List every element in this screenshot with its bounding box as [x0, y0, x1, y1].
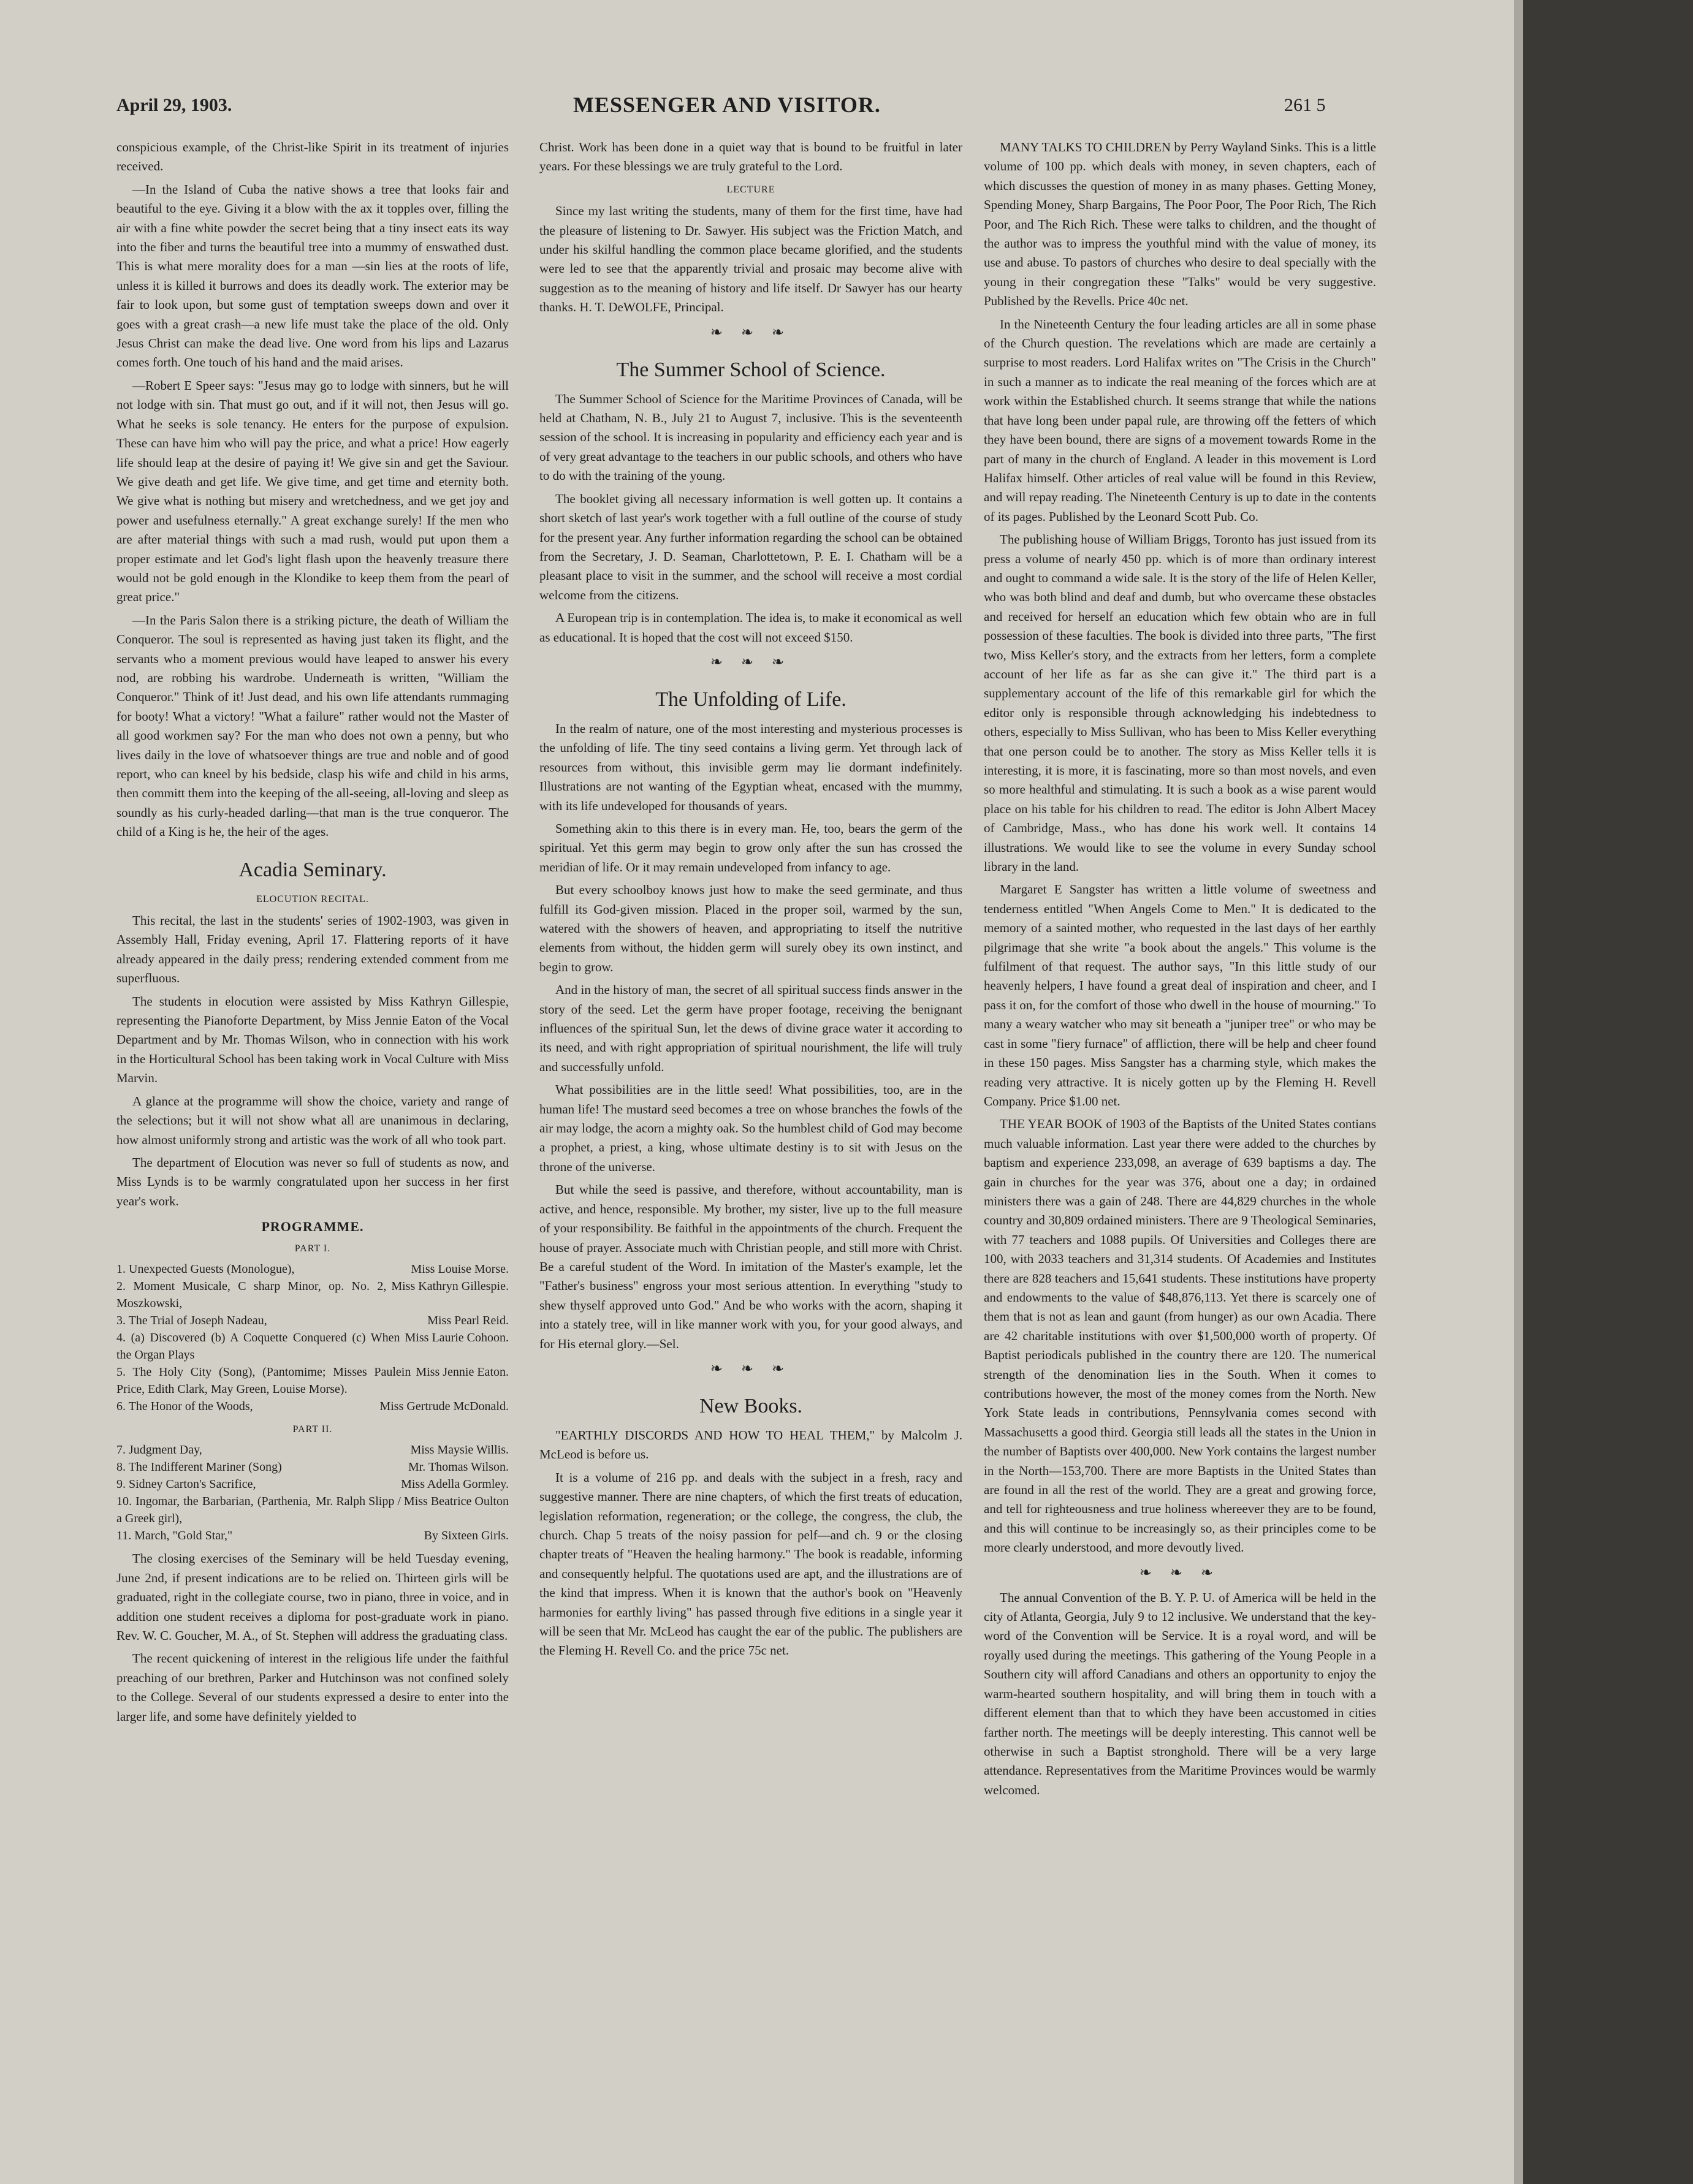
paragraph: —In the Paris Salon there is a striking picture, the death of William the Conqueror. The soul is represented as having just taken its flight, and the servants who a moment previous would have leaped to answer his every nod, are robbing his wardrobe. Underneath is written, "William the Conqueror." Think of it! Just dead, and his own life attendants rummaging for booty! What a victory! "What a failure" rather would not the Master of all good workmen say? For the man who does not own a penny, but who lives daily in the love of whatsoever things are true and noble and of good report, who can kneel by his bedside, clasp his wife and child in his arms, then committ them into the keeping of the all-seeing, all-loving and sleep as soundly as his curly-headed darling—that man is the true conqueror. The child of a King is he, the heir of the ages. [116, 612, 509, 840]
ornament-divider: ❧ ❧ ❧ [1139, 1564, 1221, 1581]
paragraph: What possibilities are in the little seed! What possibilities, too, are in the human life! The mustard seed becomes a tree on whose branches the fowls of the air may lodge, the acorn a mighty oak. So the humblest child of God may become a prophet, a priest, a king, whose ultimate destiny is to sit with Jesus on the throne of the universe. [539, 1082, 962, 1174]
paragraph: The Summer School of Science for the Maritime Provinces of Canada, will be held at Chatham, N. B., July 21 to August 7, inclusive. This is the seventeenth session of the school. It is increasing in popularity and efficiency each year and is of very great advantage to the teachers in our public schools, and others who have to do with the training of the young. [539, 391, 962, 483]
paragraph: —Robert E Speer says: "Jesus may go to lodge with sinners, but he will not lodge with sin. That must go out, and if it will not, then Jesus will go. What he seeks is sole tenancy. He enters for the purpose of expulsion. These can have him who will pay the price, and what a price! How eagerly life should leap at the desire of paying it! We give sin and get the Saviour. We give death and get life. We give time, and get time and eternity both. We give what is nothing but misery and wretchedness, and we get joy and power and usefulness eternally." A great exchange surely! If the men who are after material things with such a mad rush, would put upon them a proper estimate and let God's light flash upon the heavenly treasure there would not be gold enough in the Klondike to keep them from the pearl of great price." [116, 377, 509, 605]
paragraph: A European trip is in contemplation. The idea is, to make it economical as well as educational. It is hoped that the cost will not exceed $150. [539, 610, 962, 645]
programme-performer: Mr. Ralph Slipp / Miss Beatrice Oulton [316, 1495, 509, 1509]
programme-performer: Miss Gertrude McDonald. [379, 1399, 509, 1413]
programme-title: PROGRAMME. [261, 1219, 364, 1235]
programme-list [116, 1441, 509, 1544]
masthead-title: MESSENGER AND VISITOR. [573, 93, 881, 117]
paragraph: conspicious example, of the Christ-like Spirit in its treatment of injuries received. [116, 140, 509, 174]
programme-item [116, 1261, 509, 1278]
programme-performer: Miss Pearl Reid. [427, 1313, 509, 1327]
programme-performer: By Sixteen Girls. [424, 1529, 509, 1543]
column-1 [116, 138, 509, 1730]
programme-piece: 9. Sidney Carton's Sacrifice, [116, 1477, 256, 1492]
paragraph: The department of Elocution was never so full of students as now, and Miss Lynds is to be warmly congratulated upon her success in her first year's work. [116, 1155, 509, 1208]
programme-piece: 7. Judgment Day, [116, 1443, 202, 1457]
paragraph: The students in elocution were assisted by Miss Kathryn Gillespie, representing the Pianoforte Department, by Miss Jennie Eaton of the Vocal Department and by Mr. Thomas Wilson, who in connection with his work in the Horticultural School has been taking work in Vocal Culture with Miss Marvin. [116, 993, 509, 1086]
programme-item [116, 1363, 509, 1398]
paragraph: In the Nineteenth Century the four leading articles are all in some phase of the Church question. The revelations which are made are certainly a surprise to most readers. Lord Halifax writes on "The Crisis in the Church" in such a manner as to indicate the real meaning of the forces which are at work within the Established church. It seems strange that while the nations that have long been under papal rule, are throwing off the fetters of which they have been bound, there are signs of a movement towards Rome in the part of many in the church of England. A leader in this movement is Lord Halifax himself. Other articles of real value will be found in this Review, and will repay reading. The Nineteenth Century is up to date in the contents of its pages. Published by the Leonard Scott Pub. Co. [984, 316, 1376, 524]
programme-part-heading: PART I. [294, 1243, 331, 1254]
paragraph: But every schoolboy knows just how to make the seed germinate, and thus fulfill its God-given mission. Placed in the proper soil, warmed by the sun, watered with the showers of heaven, and appropriating to itself the nutritive elements from without, the hidden germ will surely obey its own instinct, and begin to grow. [539, 882, 962, 974]
programme-performer: Miss Jennie Eaton. [416, 1365, 509, 1379]
programme-item [116, 1329, 509, 1363]
programme-item [116, 1476, 509, 1493]
paragraph: And in the history of man, the secret of all spiritual success finds answer in the story of the seed. Let the germ have proper footage, receiving the benignant influences of the spiritual Sun, let the dews of divine grace water it according to its need, and with right appropriation of spiritual nourishment, the life will truly and successfully unfold. [539, 982, 962, 1074]
paragraph: MANY TALKS TO CHILDREN by Perry Wayland Sinks. This is a little volume of 100 pp. which deals with money, in seven chapters, each of which discusses the question of money in as many phases. Getting Money, Spending Money, Sharp Bargains, The Poor Poor, The Poor Rich, The Rich Poor, and The Rich Rich. These were talks to children, and the thought of the author was to impress the youthful mind with the value of money, its use and abuse. To pastors of churches who desire to deal specially with the young in their congregation these "Talks" would be very suggestive. Published by the Revells. Price 40c net. [984, 140, 1376, 309]
programme-item [116, 1458, 509, 1476]
programme-piece: 2. Moment Musicale, C sharp Minor, op. No. 2, Moszkowski, [116, 1279, 387, 1310]
article-title-new-books: New Books. [699, 1394, 803, 1417]
programme-item [116, 1441, 509, 1458]
ornament-divider: ❧ ❧ ❧ [710, 324, 792, 341]
paragraph: The publishing house of William Briggs, Toronto has just issued from its press a volume of nearly 450 pp. which is of more than ordinary interest and ought to command a wide sale. It is the story of the life of Helen Keller, who was both blind and deaf and dumb, but who overcame these obstacles and received for herself an education which few obtain who are in full possession of these faculties. The book is divided into three parts, "The first two, Miss Keller's story, and the extracts from her letters, form a complete account of her life as far as she can give it." The third part is a supplementary account of the life of this remarkable girl for which the editor only is responsible through acknowledging his indebtedness to others, especially to Miss Sullivan, who has been to Miss Keller everything that one person could be to another. The story as Miss Keller tells it is interesting, it is more, it is fascinating, more so than most novels, and even so more healthful and stimulating. It is such a book as a wise parent would place on his table for his children to read. The editor is John Albert Macey of Cambridge, Mass., who has done his work well. It contains 14 illustrations. We would like to see the volume in every Sunday school library in the land. [984, 532, 1376, 874]
paragraph: —In the Island of Cuba the native shows a tree that looks fair and beautiful to the eye. Giving it a blow with the ax it topples over, filling the air with a fine white powder the secret being that a tiny insect eats its way into the fiber and turns the beautiful tree into a mummy of enswathed dust. This is what mere morality does for a man —sin lies at the roots of life, unless it is killed it burrows and does its deadly work. The exterior may be fair to look upon, but some gust of temptation sweeps down and over it goes with a great crash—a new life must take the place of the old. Only Jesus Christ can make the dead live. One word from his lips and Lazarus comes forth. One touch of his hand and the maid arises. [116, 181, 509, 370]
programme-piece: 4. (a) Discovered (b) A Coquette Conquered (c) When the Organ Plays [116, 1330, 400, 1362]
programme-performer: Miss Louise Morse. [411, 1262, 509, 1276]
article-title-summer-school: The Summer School of Science. [616, 358, 886, 381]
programme-piece: 10. Ingomar, the Barbarian, (Parthenia, a Greek girl), [116, 1495, 311, 1526]
column-3 [984, 138, 1376, 1803]
article-subhead: ELOCUTION RECITAL. [256, 893, 369, 904]
issue-date: April 29, 1903. [116, 95, 232, 115]
paragraph: The booklet giving all necessary information is well gotten up. It contains a short sketch of last year's work together with a full outline of the course of study for the present year. Any further information regarding the school can be obtained from the Secretary, J. D. Seaman, Charlottetown, P. E. I. Chatham will be a pleasant place to visit in the summer, and the school will receive a most cordial welcome from the citizens. [539, 491, 962, 602]
programme-performer: Miss Adella Gormley. [401, 1477, 509, 1492]
scan-background [1523, 0, 1693, 2184]
paragraph: "EARTHLY DISCORDS AND HOW TO HEAL THEM," by Malcolm J. McLeod is before us. [539, 1427, 962, 1462]
paragraph: A glance at the programme will show the choice, variety and range of the selections; but it will not show what all are unanimous in declaring, how almost uniformly strong and artistic was the work of all who took part. [116, 1093, 509, 1147]
programme-piece: 3. The Trial of Joseph Nadeau, [116, 1313, 267, 1327]
column-2 [539, 138, 962, 1664]
page-number: 261 5 [1284, 95, 1326, 115]
lecture-heading: LECTURE [726, 184, 775, 195]
programme-item [116, 1527, 509, 1544]
programme-performer: Miss Maysie Willis. [410, 1443, 509, 1457]
programme-piece: 5. The Holy City (Song), (Pantomime; Misses Paulein Price, Edith Clark, May Green, Louise Morse). [116, 1365, 411, 1396]
paragraph: Margaret E Sangster has written a little volume of sweetness and tenderness entitled "When Angels Come to Men." It is dedicated to the memory of a sainted mother, who requested in the last days of her earthly pilgrimage that she write "a book about the angels." This volume is the fulfilment of that request. The author says, "In this little study of our heavenly helpers, I have found a great deal of inspiration and cheer, and I pass it on, for the comfort of those who dwell in the house of mourning." To many a weary watcher who may sit beneath a "juniper tree" or who may be cast in some "fiery furnace" of affliction, there will be help and cheer found in these 150 pages. Miss Sangster has a charming style, which makes the reading very attractive. It is nicely gotten up by the Fleming H. Revell Company. Price $1.00 net. [984, 882, 1376, 1109]
paragraph: The recent quickening of interest in the religious life under the faithful preaching of our brethren, Parker and Hutchinson was not confined solely to the College. Several of our students expressed a desire to enter into the larger life, and some have definitely yielded to [116, 1651, 509, 1724]
article-title-acadia: Acadia Seminary. [238, 858, 387, 881]
paragraph: In the realm of nature, one of the most interesting and mysterious processes is the unfolding of life. The tiny seed contains a living germ. Yet through lack of resources from without, this invisible germ may lie dormant indefinitely. Illustrations are not wanting of the Egyptian wheat, encased with the mummy, with its life undeveloped for thousands of years. [539, 721, 962, 813]
paragraph: This recital, the last in the students' series of 1902-1903, was given in Assembly Hall, Friday evening, April 17. Flattering reports of it have already appeared in the daily press; rendering extended comment from me superfluous. [116, 913, 509, 986]
programme-item [116, 1278, 509, 1312]
programme-performer: Miss Kathryn Gillespie. [391, 1279, 509, 1293]
programme-performer: Mr. Thomas Wilson. [408, 1460, 509, 1474]
paragraph: Since my last writing the students, many of them for the first time, have had the pleasure of listening to Dr. Sawyer. His subject was the Friction Match, and under his skilful handling the common place became glorified, and the students were led to see that the apparently trivial and prosaic may become alive with suggestion as to the meaning of history and life itself. Dr Sawyer has our hearty thanks. H. T. DeWOLFE, Principal. [539, 203, 962, 315]
paragraph: Something akin to this there is in every man. He, too, bears the germ of the spiritual. Yet this germ may begin to grow only after the sun has crossed the meridian of life. Or it may remain undeveloped from infancy to age. [539, 821, 962, 874]
paragraph: The closing exercises of the Seminary will be held Tuesday evening, June 2nd, if present indications are to be relied on. Thirteen girls will be graduated, right in the collegiate course, two in piano, three in voice, and in addition one student receives a diploma for post-graduate work in piano. Rev. W. C. Goucher, M. A., of St. Stephen will address the graduating class. [116, 1551, 509, 1643]
programme-part-heading: PART II. [292, 1424, 333, 1435]
paragraph: Christ. Work has been done in a quiet way that is bound to be fruitful in later years. For these blessings we are truly grateful to the Lord. [539, 140, 962, 174]
programme-list [116, 1261, 509, 1415]
programme-performer: Miss Laurie Cohoon. [405, 1330, 509, 1344]
ornament-divider: ❧ ❧ ❧ [710, 654, 792, 670]
programme-item [116, 1398, 509, 1415]
ornament-divider: ❧ ❧ ❧ [710, 1360, 792, 1377]
programme-piece: 8. The Indifferent Mariner (Song) [116, 1460, 282, 1474]
programme-item [116, 1312, 509, 1329]
programme-piece: 6. The Honor of the Woods, [116, 1399, 253, 1413]
article-title-unfolding: The Unfolding of Life. [655, 688, 846, 711]
paragraph: THE YEAR BOOK of 1903 of the Baptists of the United States contians much valuable information. Last year there were added to the churches by baptism and experience 233,098, an average of 639 baptisms a day. The gain in churches for the year was 376, about one a day; in ordained ministers there was a gain of 248. There are 44,829 churches in the whole country and 30,809 ordained ministers. There are 9 Theological Seminaries, with 77 teachers and 1088 pupils. Of Universities and Colleges there are 100, with 2033 teachers and 31,314 students. Of Academies and Institutes there are 828 teachers and 15,641 students. These institutions have property and endowments to the value of $48,876,113. Yet there is scarcely one of them that is not as lean and gaunt (from hunger) as our own Acadia. There are 42 charitable institutions with over $1,500,000 worth of property. Of Baptist periodicals published in the country there are 120. The numerical strength of the denomination lies in the South. When it comes to contributions however, the most of the money comes from the North. New York State leads in contributions, Pennsylvania comes second with Massachusetts a good third. Georgia still leads all the states in the Union in the number of Baptists over 400,000. New York contains the largest number in the North—153,700. There are more Baptists in the United States than are found in all the rest of the world. They are a great and growing force, and tell for righteousness and true holiness whereever they are to be found, and this will continue to be increasingly so, as their principles come to be more clearly understood, and more devoutly lived. [984, 1117, 1376, 1555]
paragraph: But while the seed is passive, and therefore, without accountability, man is active, and hence, responsible. My brother, my sister, live up to the full measure of your responsibility. Be faithful in the appointments of the church. Frequent the house of prayer. Associate much with Christian people, and still more with Christ. Be a careful student of the Word. In imitation of the Master's example, let the "Father's business" engross your most serious attention. In everything "study to shew thyself approved unto God." And be who works with the acorn, shaping it into a stately tree, will in like manner work with you, for your good always, and for His eternal glory.—Sel. [539, 1182, 962, 1351]
programme-piece: 11. March, "Gold Star," [116, 1529, 233, 1543]
paragraph: The annual Convention of the B. Y. P. U. of America will be held in the city of Atlanta, Georgia, July 9 to 12 inclusive. We understand that the key-word of the Convention will be Service. It is a royal word, and will be royally used during the meetings. This gathering of the Young People in a Southern city will afford Canadians and others an opportunity to enjoy the warm-hearted southern hospitality, and will bring them in touch with a different element than that to which they have been accustomed in cities farther north. The meetings will be deeply interesting. This cannot well be otherwise in such a Baptist stronghold. There will be a very large attendance. Representatives from the Maritime Provinces would be warmly welcomed. [984, 1590, 1376, 1797]
programme-piece: 1. Unexpected Guests (Monologue), [116, 1262, 295, 1276]
paragraph: It is a volume of 216 pp. and deals with the subject in a fresh, racy and suggestive manner. There are nine chapters, of which the first treats of education, legislation reformation, regeneration; or the college, the congress, the club, the church. Chap 5 treats of the noisy passion for pelf—and ch. 9 or the closing chapter treats of "Heaven the healing harmony." The book is readable, informing and consequently helpful. The quotations used are apt, and the illustrations are of the kind that impress. When it is known that the author's book on "Heavenly harmonies for earthly living" has passed through five editions in a single year it will be seen that Mr. McLeod has caught the ear of the public. The publishers are the Fleming H. Revell Co. and the price 75c net. [539, 1469, 962, 1658]
programme-item [116, 1493, 509, 1527]
